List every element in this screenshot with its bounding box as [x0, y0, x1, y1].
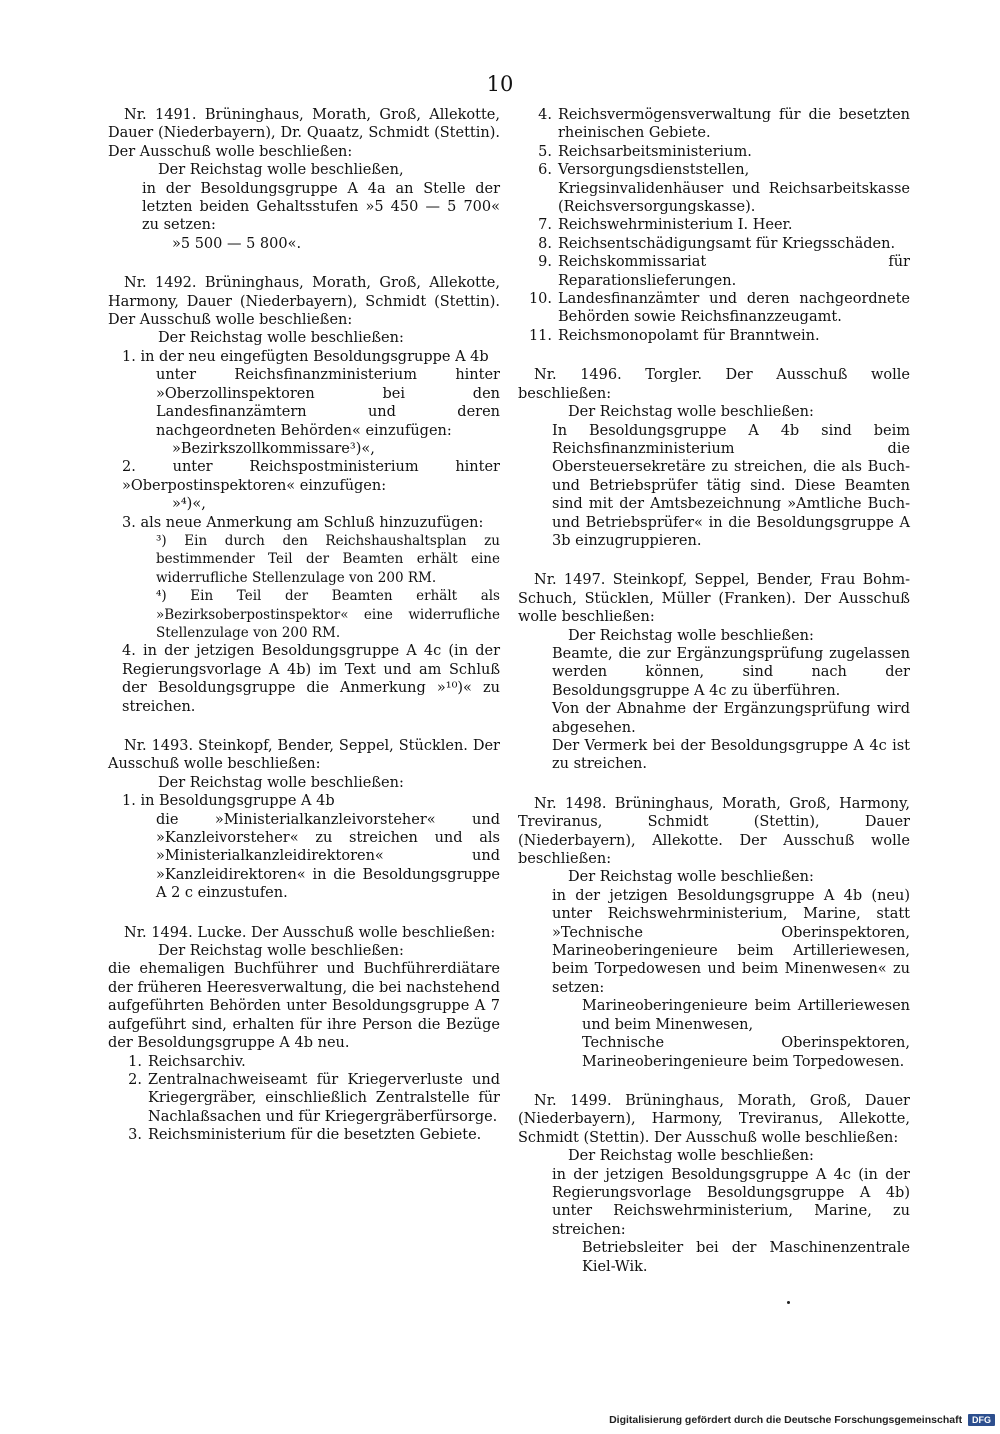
list-item: 1. in der neu eingefügten Besoldungsgruppe A 4b [122, 348, 489, 365]
motion-intro: Der Reichstag wolle beschließen: [158, 330, 404, 347]
motion-1492 [108, 274, 500, 716]
motion-body: Von der Abnahme der Ergänzungsprüfung wird abgesehen. [552, 701, 910, 736]
list-item-detail: die »Ministerialkanzleivorsteher« und »Kanzleivorsteher« zu streichen und als »Ministerialkanzleidirektoren« und »Kanzleidirektoren« in die Besoldungsgruppe A 2 c einzustufen. [156, 811, 500, 902]
motion-1494-continued [518, 106, 910, 345]
dfg-logo: DFG [968, 1414, 995, 1426]
motion-1499 [518, 1092, 910, 1276]
list-item [518, 106, 910, 143]
motion-body: Der Vermerk bei der Besoldungsgruppe A 4c ist zu streichen. [552, 738, 910, 773]
list-item-number: 2. [128, 1071, 142, 1088]
list-item [108, 1071, 500, 1126]
list-item-number: 9. [538, 254, 552, 271]
list-item-text: Reichsmonopolamt für Branntwein. [558, 327, 820, 344]
list-item [108, 1053, 500, 1071]
motion-1497 [518, 571, 910, 773]
list-item-value: »Bezirkszollkommissare³)«, [172, 440, 375, 457]
motion-header: Nr. 1499. Brüninghaus, Morath, Groß, Dauer (Niederbayern), Harmony, Treviranus, Allekotte, Schmidt (Stettin). Der Ausschuß wolle beschließen: [518, 1092, 910, 1146]
motion-body: die ehemaligen Buchführer und Buchführerdiätare der früheren Heeresverwaltung, die bei nachstehend aufgeführten Behörden unter Besoldungsgruppe A 7 aufgeführt sind, erhalten für ihre Person die Bezüge der Besoldungsgruppe A 4b neu. [108, 961, 500, 1052]
list-item [518, 161, 910, 216]
list-item-value: »⁴)«, [172, 496, 206, 513]
motion-intro: Der Reichstag wolle beschließen, [158, 162, 404, 179]
page-number: 10 [486, 72, 514, 96]
list-item-number: 7. [538, 217, 552, 234]
list-item-text: Zentralnachweiseamt für Kriegerverluste und Kriegergräber, einschließlich Zentralstelle für Nachlaßsachen und für Kriegergräberfürsorge. [148, 1071, 500, 1125]
replacement-text: Betriebsleiter bei der Maschinenzentrale Kiel-Wik. [582, 1240, 910, 1275]
motion-header: Nr. 1491. Brüninghaus, Morath, Groß, Allekotte, Dauer (Niederbayern), Dr. Quaatz, Schmidt (Stettin). Der Ausschuß wolle beschließen: [108, 107, 500, 160]
list-item: 3. als neue Anmerkung am Schluß hinzuzufügen: [122, 514, 484, 531]
list-item-number: 4. [538, 107, 552, 123]
replacement-text: Marineoberingenieure beim Artilleriewesen und beim Minenwesen, [582, 998, 910, 1033]
footnote-3: ³) Ein durch den Reichshaushaltsplan zu bestimmender Teil der Beamten erhält eine widerrufliche Stellenzulage von 200 RM. [156, 532, 500, 586]
replacement-text: Technische Oberinspektoren, Marineoberingenieure beim Torpedowesen. [582, 1035, 910, 1070]
motion-header: Nr. 1496. Torgler. Der Ausschuß wolle beschließen: [518, 367, 910, 402]
motion-1494 [108, 924, 500, 1145]
motion-header: Nr. 1494. Lucke. Der Ausschuß wolle beschließen: [124, 924, 496, 941]
motion-intro: Der Reichstag wolle beschließen: [568, 869, 814, 886]
list-item: 2. unter Reichspostministerium hinter »Oberpostinspektoren« einzufügen: [122, 459, 500, 494]
motion-header: Nr. 1493. Steinkopf, Bender, Seppel, Stücklen. Der Ausschuß wolle beschließen: [108, 738, 500, 773]
list-item-text: Reichsvermögensverwaltung für die besetzten rheinischen Gebiete. [558, 107, 910, 142]
motion-body: in der jetzigen Besoldungsgruppe A 4c (in der Regierungsvorlage Besoldungsgruppe A 4b) unter Reichswehrministerium, Marine, zu streichen: [552, 1166, 910, 1238]
footnote-4: ⁴) Ein Teil der Beamten erhält als »Bezirksoberpostinspektor« eine widerrufliche Stellenzulage von 200 RM. [156, 588, 500, 641]
list-item-text: Reichsentschädigungsamt für Kriegsschäden. [558, 235, 896, 252]
list-item-number: 11. [528, 327, 552, 344]
motion-header: Nr. 1492. Brüninghaus, Morath, Groß, Allekotte, Harmony, Dauer (Niederbayern), Schmidt (Stettin). Der Ausschuß wolle beschließen: [108, 275, 500, 329]
list-item [518, 216, 910, 234]
motion-body: Beamte, die zur Ergänzungsprüfung zugelassen werden können, sind nach der Besoldungsgruppe A 4c zu überführen. [552, 645, 910, 699]
list-item-text: Reichsarchiv. [148, 1053, 246, 1070]
motion-intro: Der Reichstag wolle beschließen: [568, 627, 814, 644]
list-item [108, 1126, 500, 1144]
list-item-number: 3. [128, 1127, 142, 1144]
motion-intro: Der Reichstag wolle beschließen: [158, 774, 404, 791]
motion-body: in der jetzigen Besoldungsgruppe A 4b (neu) unter Reichswehrministerium, Marine, statt »Technische Oberinspektoren, Marineoberingenieure beim Artilleriewesen, beim Torpedowesen und beim Minenwesen« zu setzen: [552, 887, 910, 996]
stray-mark [787, 1301, 790, 1304]
list-item [518, 253, 910, 290]
list-item [518, 290, 910, 327]
list-item-text: Reichsarbeitsministerium. [558, 143, 752, 160]
list-item-number: 10. [528, 291, 552, 308]
motion-1491 [108, 106, 500, 253]
right-column [518, 106, 910, 1297]
list-item [518, 235, 910, 253]
list-item-detail: unter Reichsfinanzministerium hinter »Oberzollinspektoren bei den Landesfinanzämtern und deren nachgeordneten Behörden« einzufügen: [156, 367, 500, 439]
list-item-text: Landesfinanzämter und deren nachgeordnete Behörden sowie Reichsfinanzzeugamt. [558, 291, 910, 326]
list-item-number: 1. [128, 1053, 142, 1070]
motion-intro: Der Reichstag wolle beschließen: [568, 1148, 814, 1165]
motion-intro: Der Reichstag wolle beschließen: [568, 404, 814, 421]
list-item-text: Versorgungsdienststellen, Kriegsinvalidenhäuser und Reichsarbeitskasse (Reichsversorgungskasse). [558, 162, 910, 216]
list-item [518, 143, 910, 161]
motion-value: »5 500 — 5 800«. [172, 235, 302, 252]
list-item: 4. in der jetzigen Besoldungsgruppe A 4c (in der Regierungsvorlage A 4b) im Text und am Schluß der Besoldungsgruppe die Anmerkung »¹⁰)« zu streichen. [122, 643, 500, 715]
motion-1496 [518, 366, 910, 550]
motion-body: in der Besoldungsgruppe A 4a an Stelle der letzten beiden Gehaltsstufen »5 450 — 5 700« zu setzen: [142, 180, 500, 234]
list-item-text: Reichskommissariat für Reparationslieferungen. [558, 254, 910, 289]
motion-body: In Besoldungsgruppe A 4b sind beim Reichsfinanzministerium die Obersteuersekretäre zu streichen, die als Buch- und Betriebsprüfer tätig sind. Diese Beamten sind mit der Amtsbezeichnung »Amtliche Buch- und Betriebsprüfer« in die Besoldungsgruppe A 3b einzugruppieren. [552, 422, 910, 549]
footer-credit [600, 1414, 995, 1426]
left-column [108, 106, 500, 1166]
motion-1493 [108, 737, 500, 903]
footer-text: Digitalisierung gefördert durch die Deutsche Forschungsgemeinschaft [609, 1414, 963, 1426]
list-item-text: Reichsministerium für die besetzten Gebiete. [148, 1127, 482, 1144]
list-item-text: Reichswehrministerium I. Heer. [558, 217, 793, 234]
list-item [518, 327, 910, 345]
motion-intro: Der Reichstag wolle beschließen: [158, 943, 404, 960]
motion-header: Nr. 1497. Steinkopf, Seppel, Bender, Frau Bohm-Schuch, Stücklen, Müller (Franken). Der Ausschuß wolle beschließen: [518, 572, 910, 626]
list-item-number: 5. [538, 143, 552, 160]
list-item: 1. in Besoldungsgruppe A 4b [122, 793, 335, 810]
motion-1498 [518, 795, 910, 1071]
list-item-number: 6. [538, 162, 552, 179]
motion-header: Nr. 1498. Brüninghaus, Morath, Groß, Harmony, Treviranus, Schmidt (Stettin), Dauer (Niederbayern), Allekotte. Der Ausschuß wolle beschließen: [518, 795, 910, 868]
list-item-number: 8. [538, 235, 552, 252]
